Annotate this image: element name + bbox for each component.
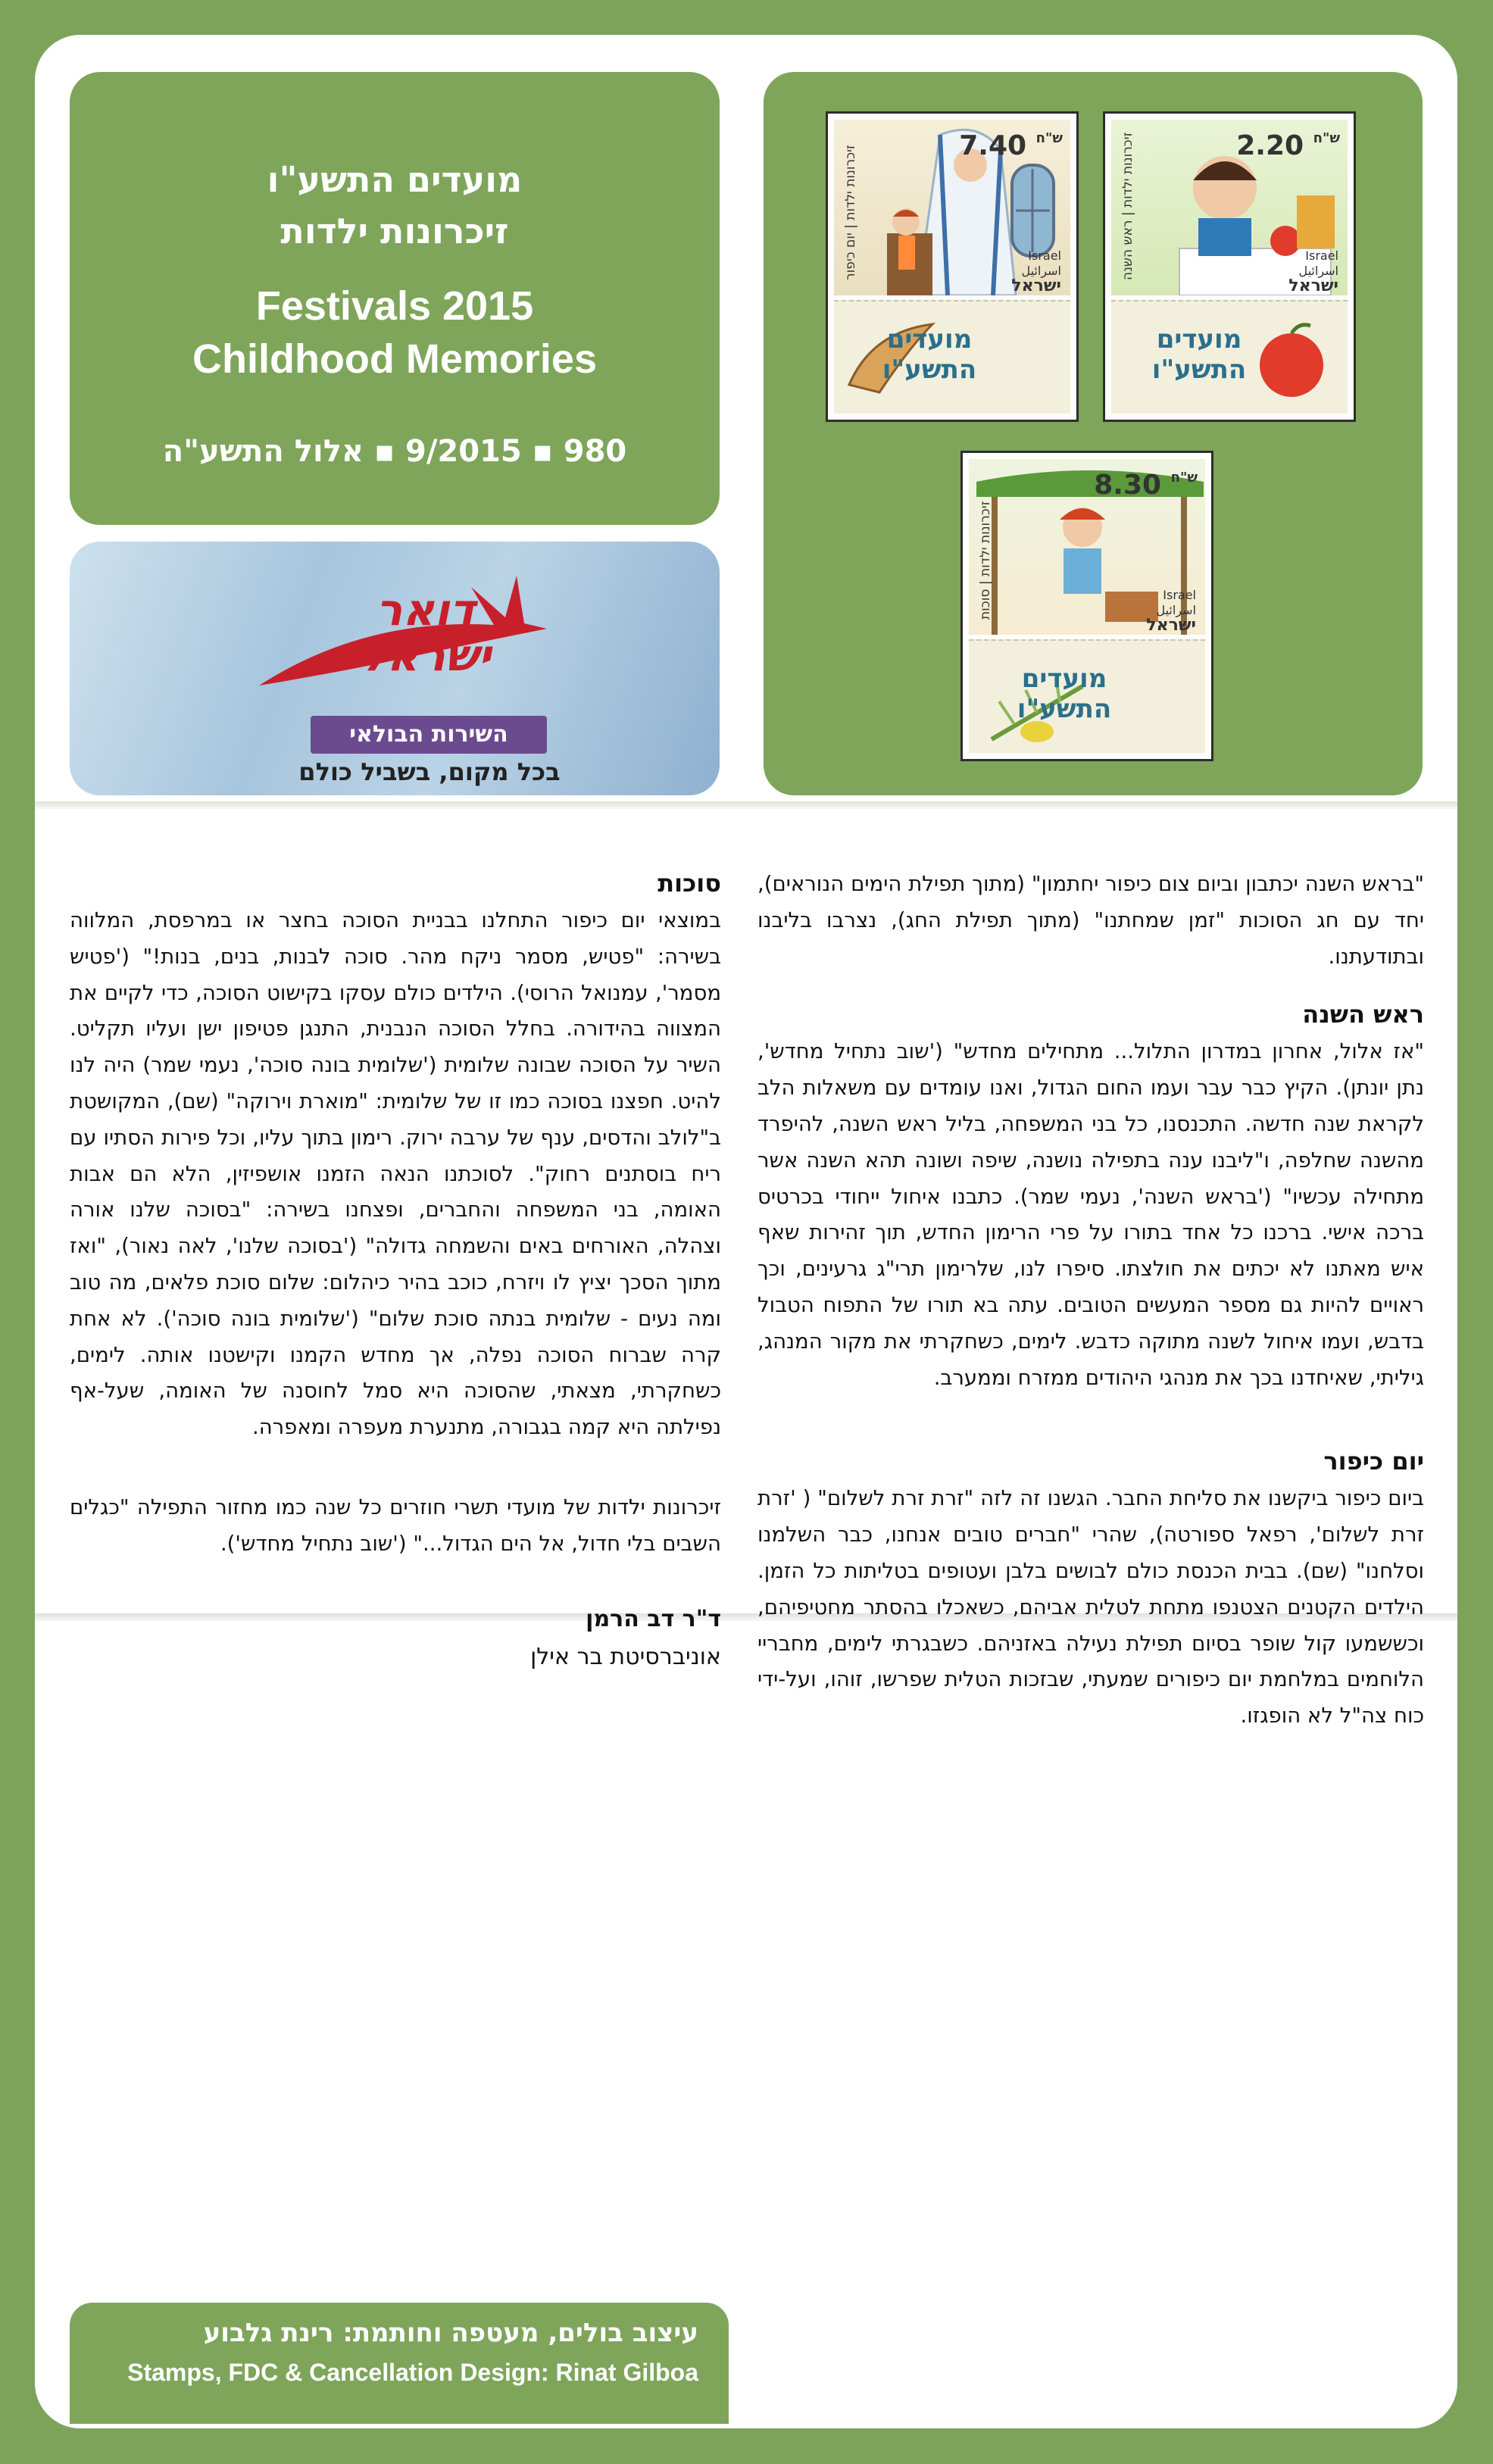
stamp-country: Israel اسرائيل ישראל bbox=[1288, 248, 1338, 295]
stamp-denomination: 2.20 $^{ש"ח}$ bbox=[1236, 130, 1340, 161]
hebrew-title bbox=[70, 154, 720, 257]
stamp-yom-kippur bbox=[826, 111, 1079, 422]
stamp-side-text: זיכרונות ילדות | סוכות bbox=[978, 501, 993, 620]
yom-kippur-paragraph: ביום כיפור ביקשנו את סליחת החבר. הגשנו זה לזה "זרת זרת לשלום" ( 'זרת זרת לשלום', רפאל ספורטה), שהרי "חברים טובים אנחנו, כבר השלמנו וסלחנו" (שם). בבית הכנסת כולם לבושים בלבן ועטופים בטליתות כל הזמן. הילדים הקטנים הצטנפו מתחת לטלית אביהם, כשאכלו בהסתר מחטיפיהם, וכששמעו קול שופר בסיום תפילת נעילה באזניהם. כשבגרתי לימים, מחבריי הלוחמים במלחמת יום כיפורים שמעתי, שבזכות הטלית שפרשו, זוהו, ועל-ידי כוח צה"ל לא הופגזו. bbox=[757, 1486, 1424, 1729]
stamp-sukkot bbox=[960, 451, 1213, 761]
english-title-line1: Festivals 2015 bbox=[255, 283, 534, 329]
stamp-tab-text: מועדים התשע"ו bbox=[882, 324, 977, 385]
rosh-hashana-heading: ראש השנה bbox=[1302, 1000, 1424, 1029]
title-panel bbox=[70, 72, 720, 525]
stamp-denomination: 8.30 $^{ש"ח}$ bbox=[1094, 470, 1198, 501]
author-name: ד"ר דב הרמן bbox=[586, 1605, 721, 1632]
yom-kippur-heading: יום כיפור bbox=[1323, 1447, 1424, 1476]
brand-name bbox=[312, 584, 539, 681]
stamp-denomination: 7.40 $^{ש"ח}$ bbox=[959, 130, 1063, 161]
author-affiliation: אוניברסיטת בר אילן bbox=[530, 1643, 721, 1670]
fold-line-top bbox=[35, 801, 1457, 809]
intro-paragraph: "בראש השנה יכתבון וביום צום כיפור יחתמון" (מתוך תפילת הימים הנוראים), יחד עם חג הסוכות "זמן שמחתנו" (מתוך תפילת החג), נצרבו בליבנו ובתודעתנו. bbox=[757, 872, 1424, 969]
stamp-tab-text: מועדים התשע"ו bbox=[1017, 664, 1112, 724]
design-credits-footer bbox=[70, 2303, 729, 2424]
left-text-column bbox=[70, 863, 721, 1676]
sukkot-heading: סוכות bbox=[657, 869, 721, 898]
apple-icon bbox=[1246, 318, 1337, 401]
stamp-tab bbox=[834, 300, 1070, 414]
brand-line1: דואר bbox=[376, 584, 476, 636]
stamp-tab bbox=[1111, 300, 1348, 414]
stamp-country: Israel اسرائيل ישראל bbox=[1011, 248, 1061, 295]
hebrew-title-line2: זיכרונות ילדות bbox=[280, 211, 509, 251]
slogan: בכל מקום, בשביל כולם bbox=[298, 757, 561, 786]
right-text-column bbox=[757, 867, 1424, 1735]
stamp-side-text: זיכרונות ילדות | ראש השנה bbox=[1120, 132, 1135, 280]
english-title bbox=[70, 280, 720, 386]
hebrew-title-line1: מועדים התשע"ו bbox=[267, 159, 523, 200]
issue-info: 980 ▪ 9/2015 ▪ אלול התשע"ה bbox=[162, 434, 627, 469]
stamp-rosh-hashana bbox=[1103, 111, 1356, 422]
english-title-line2: Childhood Memories bbox=[192, 336, 597, 382]
stamp-side-text: זיכרונות ילדות | יום כיפור bbox=[843, 145, 858, 280]
stamp-country: Israel اسرائيل ישראל bbox=[1146, 588, 1196, 635]
rosh-hashana-paragraph: "אז אלול, אחרון במדרון התלול... מתחילים מחדש" ('שוב נתחיל מחדש', נתן יונתן). הקיץ כבר עבר ועמו החום הגדול, ואנו עומדים עם משאלות הלב לקראת שנה חדשה. התכנסנו, כל בני המשפחה, בליל ראש השנה, להיפרד מהשנה שחלפה, ו"ליבנו ענה בתפילה נושנה, שיפה ושונה תהא השנה אשר מתחילה עכשיו" ('בראש השנה', נעמי שמר). כתבנו איחול ייחודי בכרטיס ברכה אישי. ברכנו כל אחד בתורו על פרי הרימון החדש, תוך זהירות שאף איש מאתנו לא יכתים את חולצתו. סיפרו לנו, שלרימון תרי"ג גרעינים, וכך ראויים להיות גם מספר המעשים הטובים. עתה בא תורו של התפוח הטבול בדבש, ועמו איחול לשנה מתוקה כדבש. לימים, כשחקרתי את מקור המנהג, גיליתי, שאיחדנו בכך את מנהגי היהודים ממזרח וממערב. bbox=[757, 1039, 1424, 1390]
brand-line2: ישראל bbox=[360, 629, 492, 681]
author-signature bbox=[70, 1601, 721, 1676]
israel-post-logo-panel bbox=[70, 542, 720, 795]
stamp-tab-text: מועדים התשע"ו bbox=[1151, 324, 1247, 385]
stamp-tab bbox=[969, 639, 1205, 753]
hebrew-credit: עיצוב בולים, מעטפה וחותמת: רינת גלבוע bbox=[203, 2318, 698, 2348]
english-credit: Stamps, FDC & Cancellation Design: Rinat Gilboa bbox=[127, 2359, 698, 2386]
philatelic-service-badge: השירות הבולאי bbox=[311, 716, 547, 754]
closing-paragraph: זיכרונות ילדות של מועדי תשרי חוזרים כל שנה כמו מחזור התפילה "כגלים השבים בלי חדול, אל הים הגדול..." ('שוב נתחיל מחדש'). bbox=[70, 1494, 721, 1556]
stamps-panel bbox=[764, 72, 1423, 795]
sukkot-paragraph: במוצאי יום כיפור התחלנו בבניית הסוכה בחצר או במרפסת, המלווה בשירה: "פטיש, מסמר ניקח מהר. סוכה לבנות, בנים, בנות!" ('פטיש מסמר', עמנואל הרוסי). הילדים כולם עסקו בקישוט הסוכה, כדי לקיים את המצווה בהידורה. בחלל הסוכה הנבנית, התנגן פטיפון ישן ועליו תקליט. השיר על הסוכה שבונה שלומית ('שלומית בונה סוכה', נעמי שמר) היה לנו להיט. חפצנו בסוכה כמו זו של שלומית: "מוארת וירוקה" (שם), המקושטת ב"לולב והדסים, ענף של ערבה ירוק. רימון בתוך עליו, וכל פירות הסתיו עם ריח בוסתנים רחוק". לסוכתנו הנאה הזמנו אושפיזין, הלא הם אבות האומה, בני המשפחה והחברים, ופצחנו בשירה: "בסוכה שלנו אורה וצהלה, האורחים באים והשמחה גדולה" ('בסוכה שלנו', לאה נאור), "ואז מתוך הסכך יציץ לו ויזרח, כוכב בהיר כיהלום: שלום סוכת פלאים, מה טוב ומה נעים - שלומית בנתה סוכת שלום" ('שלומית בונה סוכה'). לא אחת קרה שברוח הסוכה נפלה, אך מחדש הקמנו וקישטנו אותה. לימים, כשחקרתי, מצאתי, שהסוכה היא סמל לחוסנה של האומה, שעל-אף נפילתה היא קמה בגבורה, מתנערת מעפרה ומאפרה. bbox=[70, 908, 721, 1440]
